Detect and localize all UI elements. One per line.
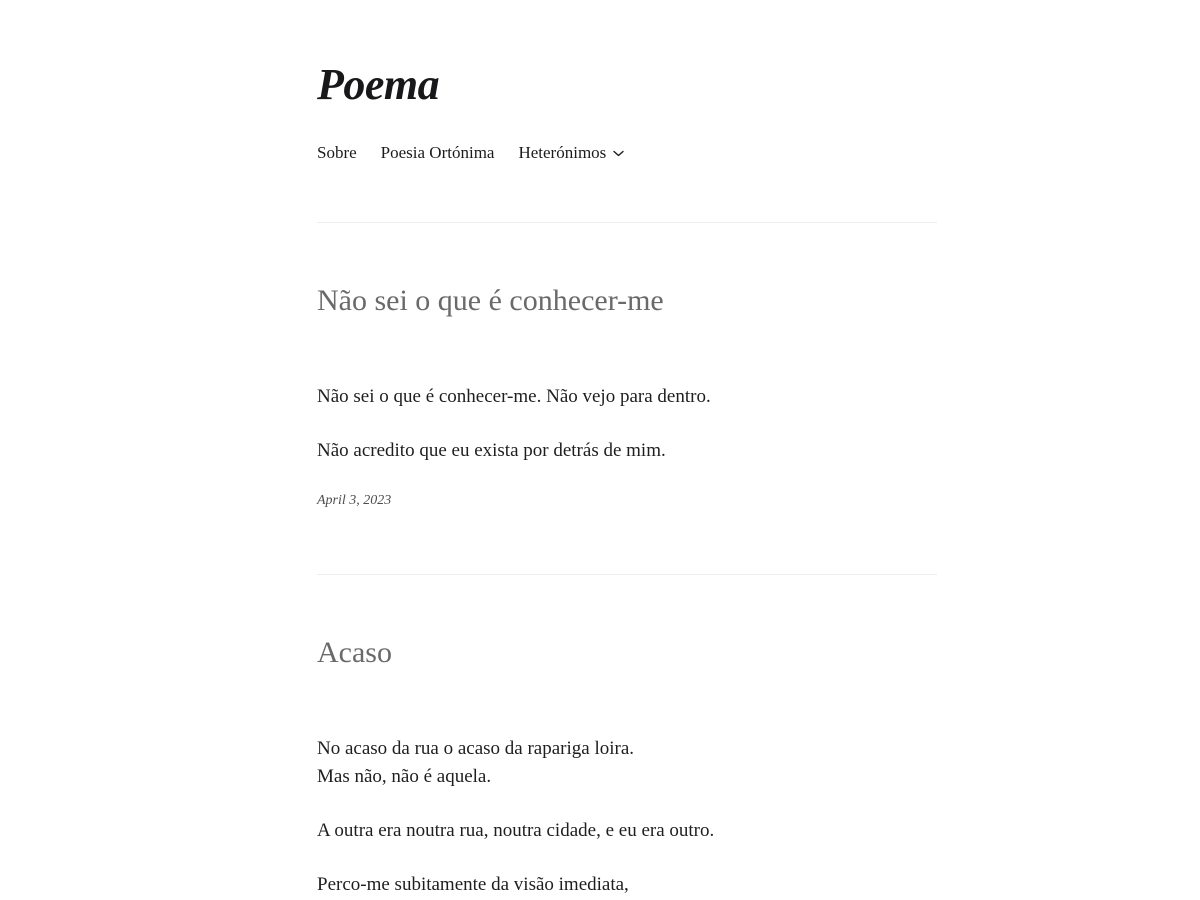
post-line: Não sei o que é conhecer-me. Não vejo para dentro. <box>317 386 711 407</box>
post-body <box>317 735 937 899</box>
nav-item-label: Heterónimos <box>518 143 607 162</box>
nav-item-heteronimos[interactable] <box>518 144 624 161</box>
post-paragraph <box>317 735 937 791</box>
site-header <box>317 0 937 161</box>
post-line: A outra era noutra rua, noutra cidade, e eu era outro. <box>317 820 715 841</box>
main-nav <box>317 144 937 161</box>
page <box>317 0 937 899</box>
nav-item-sobre[interactable]: Sobre <box>317 143 357 162</box>
chevron-down-icon <box>613 150 624 157</box>
post <box>317 574 937 899</box>
post-line: Perco-me subitamente da visão imediata, <box>317 874 629 895</box>
post-paragraph <box>317 817 937 845</box>
post-title[interactable]: Não sei o que é conhecer-me <box>317 284 664 317</box>
post-paragraph <box>317 437 937 465</box>
post-line: No acaso da rua o acaso da rapariga loira. <box>317 738 635 759</box>
post-body <box>317 383 937 465</box>
post-list <box>317 222 937 899</box>
site-title[interactable]: Poema <box>317 60 440 109</box>
post-paragraph <box>317 383 937 411</box>
post <box>317 222 937 574</box>
post-date: April 3, 2023 <box>317 493 392 508</box>
post-title[interactable]: Acaso <box>317 636 392 669</box>
post-line: Mas não, não é aquela. <box>317 766 492 787</box>
nav-item-poesia-ortonima[interactable]: Poesia Ortónima <box>380 143 495 162</box>
post-paragraph <box>317 871 937 899</box>
post-line: Não acredito que eu exista por detrás de mim. <box>317 440 666 461</box>
